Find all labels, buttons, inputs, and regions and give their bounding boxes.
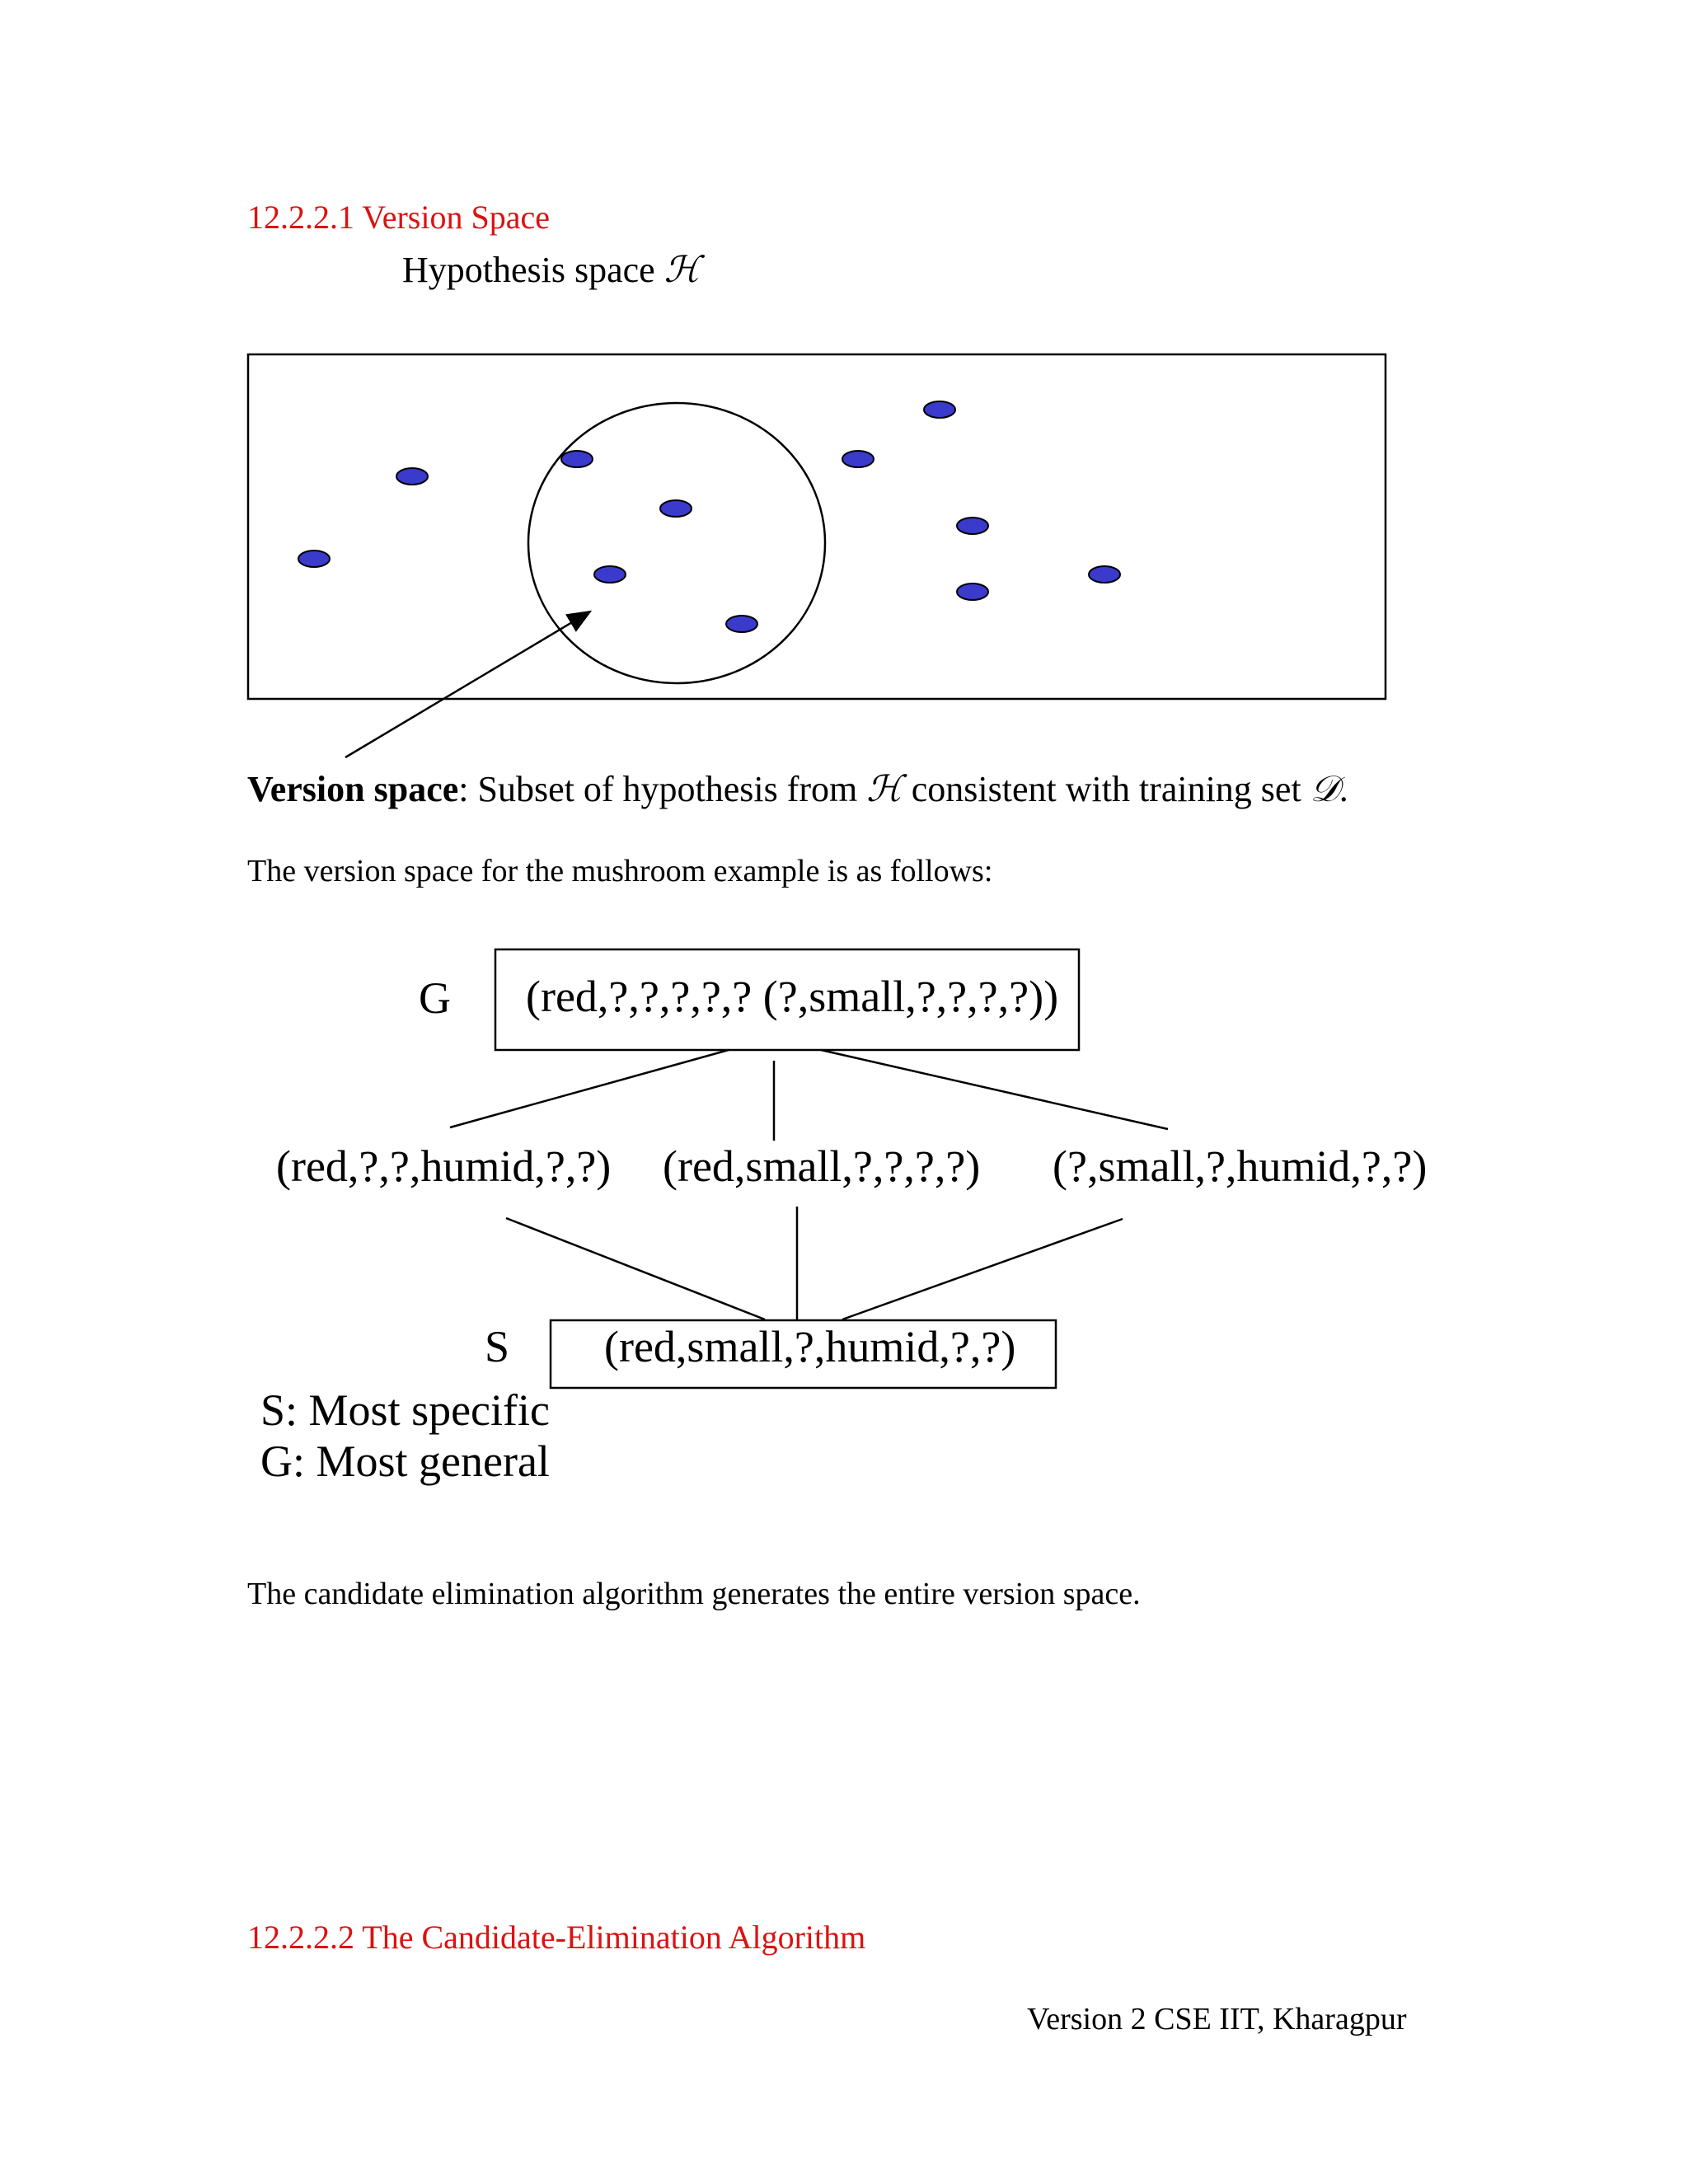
hypothesis-dot	[561, 451, 593, 467]
g-label: G	[419, 973, 451, 1023]
edge-left-to-s	[506, 1218, 765, 1319]
hypothesis-dot	[726, 616, 757, 632]
caption-bold: Version space	[247, 769, 459, 809]
hypothesis-dot	[957, 518, 988, 534]
page-footer: Version 2 CSE IIT, Kharagpur	[1027, 2002, 1407, 2036]
s-label: S	[485, 1322, 510, 1371]
version-space-arrow	[345, 612, 590, 757]
caption-end: .	[1339, 769, 1348, 809]
hypothesis-dots	[298, 401, 1120, 632]
version-space-caption	[247, 768, 1348, 810]
hypothesis-dot	[957, 583, 988, 600]
section-heading-candidate-elimination: 12.2.2.2 The Candidate-Elimination Algorithm	[247, 1919, 866, 1956]
middle-right-hypothesis: (?,small,?,humid,?,?)	[1053, 1141, 1428, 1191]
hypothesis-dot	[924, 401, 955, 418]
caption-h-symbol: ℋ	[866, 768, 903, 810]
g-box-text: (red,?,?,?,?,? (?,small,?,?,?,?))	[526, 972, 1059, 1021]
caption-d-symbol: 𝒟	[1310, 768, 1339, 810]
hypothesis-dot	[842, 451, 874, 467]
hypothesis-dot	[660, 500, 692, 517]
version-space-circle	[528, 403, 825, 683]
intro-paragraph: The version space for the mushroom example is as follows:	[247, 854, 993, 888]
hypothesis-title-text: Hypothesis space	[402, 250, 655, 290]
edge-g-to-left	[450, 1050, 729, 1127]
hypothesis-symbol: ℋ	[663, 249, 701, 291]
middle-center-hypothesis: (red,small,?,?,?,?)	[663, 1141, 981, 1191]
edge-right-to-s	[842, 1219, 1123, 1319]
hypothesis-dot	[298, 551, 330, 567]
legend-block	[260, 1385, 550, 1487]
legend-g: G: Most general	[260, 1436, 550, 1486]
caption-text-1: : Subset of hypothesis from	[458, 769, 867, 809]
section-heading-version-space: 12.2.2.1 Version Space	[247, 199, 550, 236]
middle-left-hypothesis: (red,?,?,humid,?,?)	[276, 1141, 612, 1191]
hypothesis-space-box	[248, 354, 1386, 699]
edge-g-to-right	[821, 1050, 1168, 1129]
hypothesis-dot	[594, 566, 626, 583]
s-box-text: (red,small,?,humid,?,?)	[604, 1322, 1016, 1371]
caption-text-2: consistent with training set	[902, 769, 1311, 809]
hypothesis-dot	[1089, 566, 1120, 583]
legend-s: S: Most specific	[260, 1385, 550, 1435]
hypothesis-dot	[396, 468, 428, 485]
closing-paragraph: The candidate elimination algorithm generates the entire version space.	[247, 1577, 1141, 1611]
